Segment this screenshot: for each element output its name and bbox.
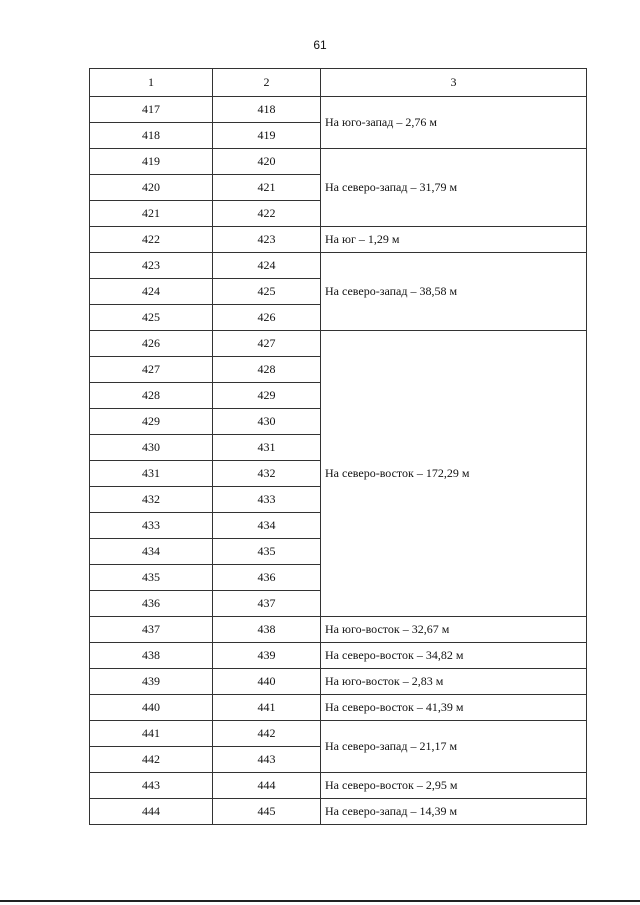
point-from-cell: 427 (90, 357, 213, 383)
point-from-cell: 434 (90, 539, 213, 565)
point-to-cell: 427 (213, 331, 321, 357)
point-to-cell: 419 (213, 123, 321, 149)
table-row (90, 799, 587, 825)
point-to-cell: 418 (213, 97, 321, 123)
direction-distance-cell: На юго-восток – 2,83 м (321, 669, 587, 695)
table-row (90, 695, 587, 721)
direction-distance-cell: На северо-восток – 34,82 м (321, 643, 587, 669)
point-from-cell: 423 (90, 253, 213, 279)
direction-distance-cell: На северо-запад – 38,58 м (321, 253, 587, 331)
table-row (90, 149, 587, 175)
point-from-cell: 429 (90, 409, 213, 435)
point-to-cell: 433 (213, 487, 321, 513)
boundary-table (89, 68, 587, 825)
point-to-cell: 438 (213, 617, 321, 643)
point-from-cell: 437 (90, 617, 213, 643)
direction-distance-cell: На северо-восток – 2,95 м (321, 773, 587, 799)
direction-distance-cell: На северо-запад – 21,17 м (321, 721, 587, 773)
point-from-cell: 426 (90, 331, 213, 357)
point-from-cell: 430 (90, 435, 213, 461)
point-to-cell: 426 (213, 305, 321, 331)
table-row (90, 253, 587, 279)
direction-distance-cell: На северо-восток – 172,29 м (321, 331, 587, 617)
point-to-cell: 441 (213, 695, 321, 721)
point-to-cell: 422 (213, 201, 321, 227)
point-to-cell: 439 (213, 643, 321, 669)
point-from-cell: 421 (90, 201, 213, 227)
point-to-cell: 436 (213, 565, 321, 591)
point-from-cell: 420 (90, 175, 213, 201)
point-to-cell: 420 (213, 149, 321, 175)
point-from-cell: 442 (90, 747, 213, 773)
point-to-cell: 440 (213, 669, 321, 695)
table-row (90, 643, 587, 669)
direction-distance-cell: На северо-запад – 31,79 м (321, 149, 587, 227)
point-from-cell: 419 (90, 149, 213, 175)
table-row (90, 773, 587, 799)
point-from-cell: 424 (90, 279, 213, 305)
table-row (90, 617, 587, 643)
direction-distance-cell: На юг – 1,29 м (321, 227, 587, 253)
point-to-cell: 429 (213, 383, 321, 409)
point-from-cell: 435 (90, 565, 213, 591)
table-header-row (90, 69, 587, 97)
point-from-cell: 438 (90, 643, 213, 669)
point-to-cell: 430 (213, 409, 321, 435)
direction-distance-cell: На северо-восток – 41,39 м (321, 695, 587, 721)
table-row (90, 669, 587, 695)
table-row (90, 97, 587, 123)
direction-distance-cell: На северо-запад – 14,39 м (321, 799, 587, 825)
point-from-cell: 439 (90, 669, 213, 695)
table-row (90, 227, 587, 253)
point-to-cell: 428 (213, 357, 321, 383)
header-col-1: 1 (90, 69, 213, 97)
point-to-cell: 425 (213, 279, 321, 305)
point-to-cell: 424 (213, 253, 321, 279)
point-from-cell: 443 (90, 773, 213, 799)
direction-distance-cell: На юго-запад – 2,76 м (321, 97, 587, 149)
point-to-cell: 431 (213, 435, 321, 461)
point-to-cell: 435 (213, 539, 321, 565)
page-bottom-border (0, 900, 640, 902)
page-number: 61 (313, 38, 327, 52)
point-from-cell: 428 (90, 383, 213, 409)
point-to-cell: 443 (213, 747, 321, 773)
point-from-cell: 433 (90, 513, 213, 539)
point-from-cell: 425 (90, 305, 213, 331)
table-row (90, 721, 587, 747)
point-to-cell: 444 (213, 773, 321, 799)
point-to-cell: 421 (213, 175, 321, 201)
point-to-cell: 437 (213, 591, 321, 617)
point-from-cell: 432 (90, 487, 213, 513)
header-col-2: 2 (213, 69, 321, 97)
point-to-cell: 445 (213, 799, 321, 825)
point-from-cell: 440 (90, 695, 213, 721)
point-from-cell: 418 (90, 123, 213, 149)
table-row (90, 331, 587, 357)
point-to-cell: 434 (213, 513, 321, 539)
table-body (90, 97, 587, 825)
point-to-cell: 432 (213, 461, 321, 487)
point-from-cell: 441 (90, 721, 213, 747)
point-from-cell: 431 (90, 461, 213, 487)
point-from-cell: 436 (90, 591, 213, 617)
header-col-3: 3 (321, 69, 587, 97)
direction-distance-cell: На юго-восток – 32,67 м (321, 617, 587, 643)
point-from-cell: 422 (90, 227, 213, 253)
point-to-cell: 423 (213, 227, 321, 253)
point-from-cell: 417 (90, 97, 213, 123)
point-from-cell: 444 (90, 799, 213, 825)
point-to-cell: 442 (213, 721, 321, 747)
